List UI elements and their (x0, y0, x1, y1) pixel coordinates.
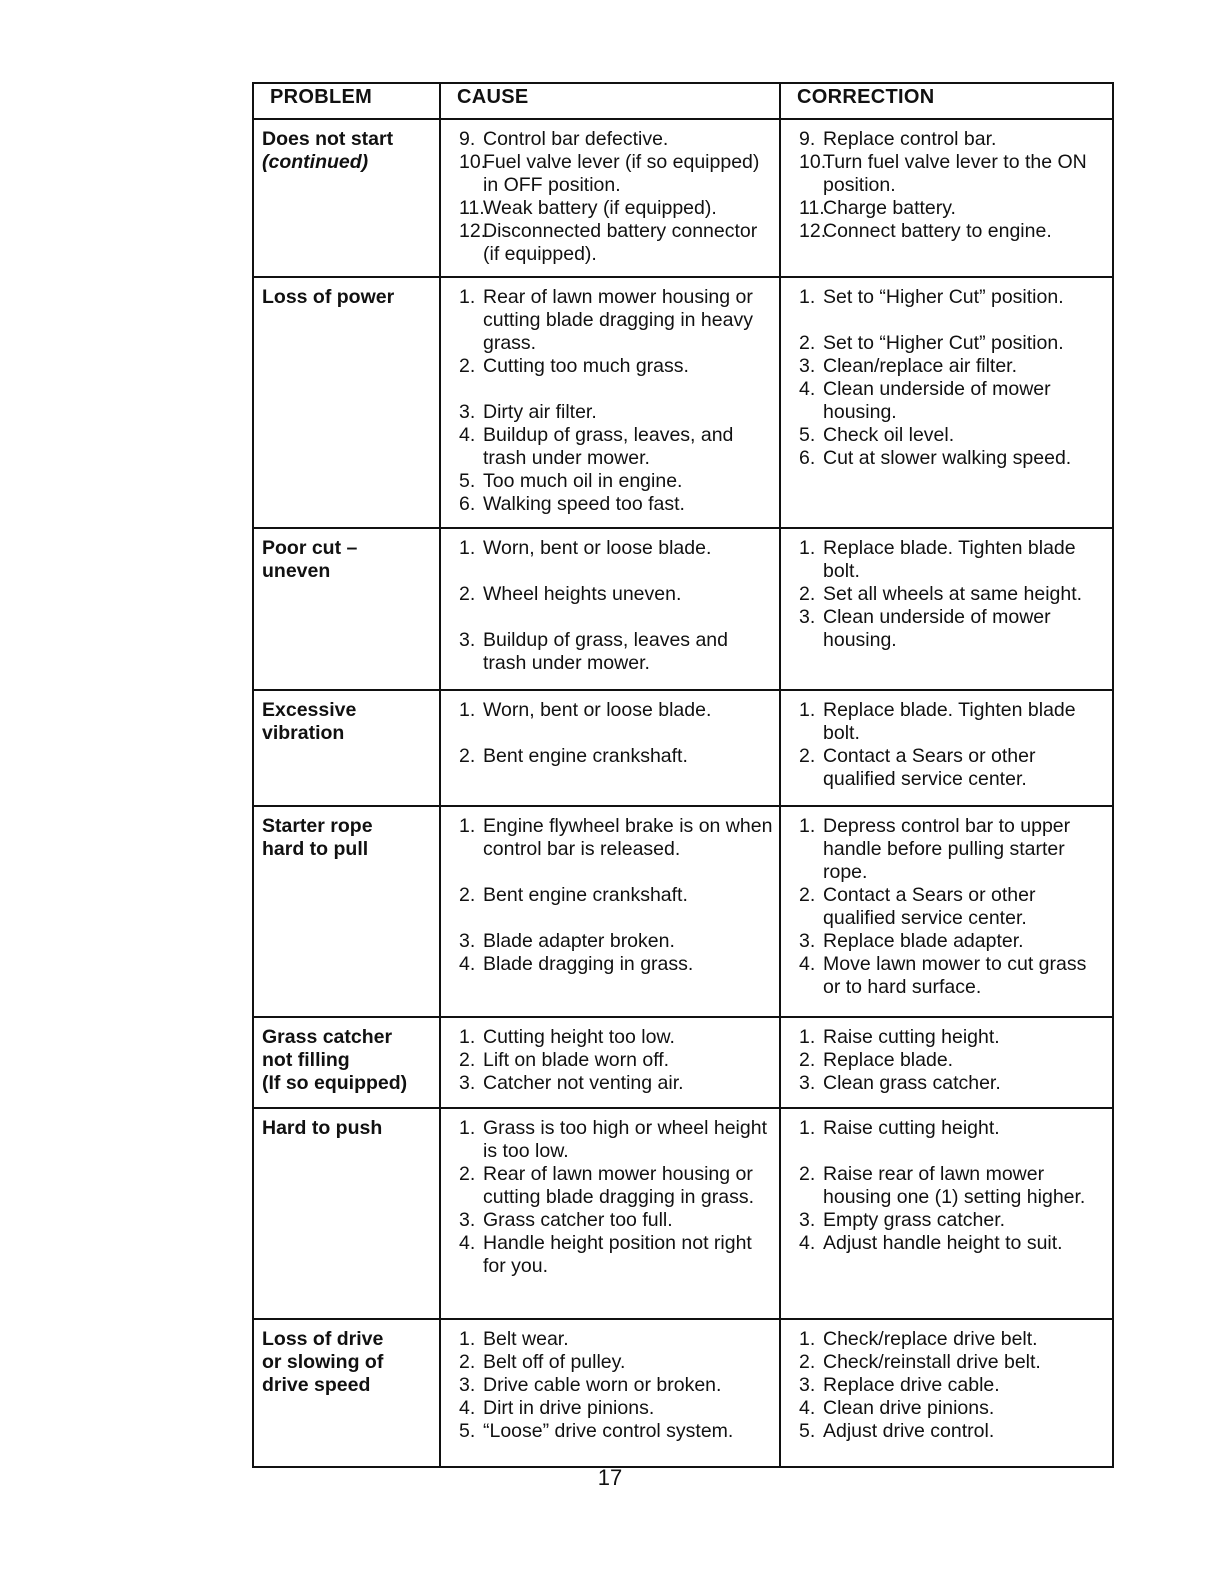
cause-number: 12. (459, 220, 487, 242)
cause-item (449, 537, 775, 560)
correction-number: 1. (799, 1117, 816, 1139)
cause-text: Cutting too much grass. (483, 355, 689, 377)
correction-text: Set to “Higher Cut” position. (823, 332, 1064, 354)
correction-number: 5. (799, 1420, 816, 1442)
cause-text: Catcher not venting air. (483, 1072, 684, 1094)
cause-text: Belt wear. (483, 1328, 569, 1350)
correction-item (789, 953, 1108, 999)
cause-item (449, 953, 775, 976)
cause-item (449, 1049, 775, 1072)
problem-label: (If so equipped) (262, 1072, 408, 1094)
correction-cell (780, 277, 1113, 528)
cause-number: 3. (459, 1072, 476, 1094)
cause-text: Cutting height too low. (483, 1026, 675, 1048)
cause-item (449, 815, 775, 861)
table-row (253, 806, 1113, 1017)
cause-list (449, 815, 775, 976)
cause-item (449, 699, 775, 722)
cause-number: 2. (459, 1351, 476, 1373)
cause-cell (440, 119, 780, 277)
cause-cell (440, 1108, 780, 1319)
cause-item (449, 1397, 775, 1420)
correction-item (789, 745, 1108, 791)
correction-number: 1. (799, 699, 816, 721)
correction-text: Charge battery. (823, 197, 956, 219)
correction-number: 5. (799, 424, 816, 446)
problem-label: Loss of power (262, 286, 395, 308)
problem-label: Grass catcher (262, 1026, 393, 1048)
cause-cell (440, 1017, 780, 1108)
correction-item (789, 537, 1108, 583)
cause-item (449, 745, 775, 768)
correction-number: 2. (799, 332, 816, 354)
cause-number: 1. (459, 699, 476, 721)
cause-text: Buildup of grass, leaves, and trash under mower. (483, 424, 734, 469)
cause-item (449, 1209, 775, 1232)
problem-note: (continued) (262, 151, 369, 173)
problem-label: Poor cut – (262, 537, 358, 559)
problem-label: Loss of drive (262, 1328, 384, 1350)
correction-text: Raise cutting height. (823, 1117, 1000, 1139)
correction-text: Raise rear of lawn mower housing one (1) setting higher. (823, 1163, 1086, 1208)
correction-text: Depress control bar to upper handle before pulling starter rope. (823, 815, 1071, 883)
problem-label: drive speed (262, 1374, 371, 1396)
cause-number: 3. (459, 629, 476, 651)
correction-number: 10. (799, 151, 827, 173)
cause-number: 4. (459, 1232, 476, 1254)
cause-item (449, 197, 775, 220)
problem-cell (253, 119, 440, 277)
cause-number: 1. (459, 1328, 476, 1350)
correction-item (789, 1163, 1108, 1209)
correction-item (789, 583, 1108, 606)
correction-list (789, 128, 1108, 243)
cause-item (449, 1026, 775, 1049)
cause-text: Too much oil in engine. (483, 470, 683, 492)
cause-text: Worn, bent or loose blade. (483, 537, 712, 559)
cause-column-header: CAUSE (440, 83, 780, 119)
cause-number: 4. (459, 1397, 476, 1419)
cause-number: 1. (459, 286, 476, 308)
correction-number: 2. (799, 583, 816, 605)
cause-number: 2. (459, 745, 476, 767)
problem-cell (253, 690, 440, 806)
problem-cell (253, 1017, 440, 1108)
correction-item (789, 1397, 1108, 1420)
correction-number: 3. (799, 606, 816, 628)
problem-label: or slowing of (262, 1351, 384, 1373)
table-body (253, 119, 1113, 1467)
correction-item (789, 1049, 1108, 1072)
correction-list (789, 1328, 1108, 1443)
problem-label: Does not start (262, 128, 394, 150)
cause-item (449, 930, 775, 953)
cause-item (449, 1232, 775, 1278)
correction-number: 2. (799, 745, 816, 767)
correction-text: Adjust handle height to suit. (823, 1232, 1063, 1254)
correction-item (789, 1328, 1108, 1351)
correction-item (789, 884, 1108, 930)
correction-text: Replace control bar. (823, 128, 997, 150)
correction-text: Contact a Sears or other qualified service center. (823, 884, 1036, 929)
table-row (253, 528, 1113, 690)
correction-cell (780, 690, 1113, 806)
correction-text: Contact a Sears or other qualified service center. (823, 745, 1036, 790)
cause-text: Dirty air filter. (483, 401, 597, 423)
cause-cell (440, 528, 780, 690)
cause-number: 2. (459, 583, 476, 605)
correction-text: Replace blade adapter. (823, 930, 1024, 952)
cause-item (449, 884, 775, 907)
correction-number: 2. (799, 1049, 816, 1071)
problem-cell (253, 806, 440, 1017)
correction-item (789, 1117, 1108, 1140)
correction-item (789, 378, 1108, 424)
table-row (253, 1319, 1113, 1467)
cause-number: 2. (459, 355, 476, 377)
correction-item (789, 699, 1108, 745)
problem-cell (253, 1108, 440, 1319)
problem-label: uneven (262, 560, 331, 582)
cause-item (449, 151, 775, 197)
problem-cell (253, 277, 440, 528)
troubleshooting-table (252, 82, 1114, 1468)
correction-item (789, 151, 1108, 197)
correction-number: 9. (799, 128, 816, 150)
cause-item (449, 629, 775, 675)
correction-item (789, 1209, 1108, 1232)
correction-number: 3. (799, 355, 816, 377)
correction-item (789, 197, 1108, 220)
problem-label: Hard to push (262, 1117, 383, 1139)
correction-number: 12. (799, 220, 827, 242)
correction-text: Replace blade. Tighten blade bolt. (823, 537, 1076, 582)
problem-label: vibration (262, 722, 345, 744)
cause-cell (440, 277, 780, 528)
correction-item (789, 815, 1108, 884)
correction-item (789, 1072, 1108, 1095)
problem-label: Starter rope (262, 815, 373, 837)
cause-text: Rear of lawn mower housing or cutting blade dragging in heavy grass. (483, 286, 753, 354)
cause-number: 3. (459, 1209, 476, 1231)
correction-text: Replace drive cable. (823, 1374, 1000, 1396)
problem-cell (253, 528, 440, 690)
cause-text: Handle height position not right for you. (483, 1232, 752, 1277)
problem-column-header: PROBLEM (253, 83, 440, 119)
cause-list (449, 537, 775, 675)
correction-item (789, 332, 1108, 355)
cause-item (449, 355, 775, 378)
problem-label: not filling (262, 1049, 350, 1071)
correction-list (789, 537, 1108, 652)
cause-text: Blade dragging in grass. (483, 953, 694, 975)
cause-number: 1. (459, 1026, 476, 1048)
correction-text: Check/reinstall drive belt. (823, 1351, 1041, 1373)
correction-text: Empty grass catcher. (823, 1209, 1006, 1231)
cause-text: Weak battery (if equipped). (483, 197, 717, 219)
cause-number: 3. (459, 930, 476, 952)
cause-text: Walking speed too fast. (483, 493, 685, 515)
problem-label: hard to pull (262, 838, 369, 860)
correction-number: 1. (799, 1026, 816, 1048)
cause-number: 1. (459, 537, 476, 559)
correction-cell (780, 806, 1113, 1017)
correction-item (789, 1351, 1108, 1374)
cause-item (449, 583, 775, 606)
cause-item (449, 1328, 775, 1351)
correction-number: 3. (799, 1209, 816, 1231)
cause-list (449, 1026, 775, 1095)
cause-text: Worn, bent or loose blade. (483, 699, 712, 721)
cause-number: 5. (459, 1420, 476, 1442)
correction-text: Clean/replace air filter. (823, 355, 1018, 377)
cause-list (449, 1328, 775, 1443)
correction-text: Set to “Higher Cut” position. (823, 286, 1064, 308)
cause-item (449, 424, 775, 470)
correction-cell (780, 119, 1113, 277)
cause-item (449, 1420, 775, 1443)
cause-list (449, 699, 775, 768)
cause-text: Engine flywheel brake is on when control bar is released. (483, 815, 773, 860)
cause-text: Rear of lawn mower housing or cutting blade dragging in grass. (483, 1163, 755, 1208)
correction-cell (780, 528, 1113, 690)
cause-item (449, 1351, 775, 1374)
correction-item (789, 355, 1108, 378)
cause-number: 2. (459, 1163, 476, 1185)
correction-text: Check/replace drive belt. (823, 1328, 1038, 1350)
cause-text: Grass is too high or wheel height is too low. (483, 1117, 767, 1162)
cause-item (449, 1117, 775, 1163)
correction-number: 3. (799, 930, 816, 952)
cause-number: 4. (459, 953, 476, 975)
correction-number: 1. (799, 286, 816, 308)
cause-item (449, 493, 775, 516)
cause-number: 3. (459, 1374, 476, 1396)
correction-text: Clean underside of mower housing. (823, 378, 1051, 423)
cause-number: 9. (459, 128, 476, 150)
correction-list (789, 699, 1108, 791)
correction-item (789, 1374, 1108, 1397)
cause-text: Disconnected battery connector (if equipped). (483, 220, 758, 265)
page-number: 17 (597, 1465, 623, 1490)
cause-item (449, 401, 775, 424)
cause-item (449, 220, 775, 266)
correction-number: 2. (799, 1163, 816, 1185)
correction-text: Replace blade. Tighten blade bolt. (823, 699, 1076, 744)
correction-text: Clean underside of mower housing. (823, 606, 1051, 651)
correction-cell (780, 1108, 1113, 1319)
cause-number: 1. (459, 1117, 476, 1139)
cause-list (449, 1117, 775, 1278)
table-row (253, 1108, 1113, 1319)
cause-item (449, 1072, 775, 1095)
correction-number: 6. (799, 447, 816, 469)
correction-text: Adjust drive control. (823, 1420, 995, 1442)
correction-number: 11. (799, 197, 825, 219)
cause-text: Control bar defective. (483, 128, 669, 150)
cause-item (449, 470, 775, 493)
cause-text: Lift on blade worn off. (483, 1049, 670, 1071)
correction-number: 4. (799, 378, 816, 400)
cause-number: 2. (459, 1049, 476, 1071)
correction-text: Connect battery to engine. (823, 220, 1052, 242)
correction-text: Clean grass catcher. (823, 1072, 1001, 1094)
correction-item (789, 1420, 1108, 1443)
cause-number: 3. (459, 401, 476, 423)
correction-column-header: CORRECTION (780, 83, 1113, 119)
cause-text: Bent engine crankshaft. (483, 884, 688, 906)
correction-item (789, 286, 1108, 309)
correction-item (789, 606, 1108, 652)
cause-text: Drive cable worn or broken. (483, 1374, 722, 1396)
correction-item (789, 930, 1108, 953)
cause-item (449, 128, 775, 151)
cause-number: 11. (459, 197, 485, 219)
correction-list (789, 286, 1108, 470)
cause-text: Belt off of pulley. (483, 1351, 626, 1373)
correction-item (789, 447, 1108, 470)
cause-number: 5. (459, 470, 476, 492)
correction-text: Replace blade. (823, 1049, 954, 1071)
correction-list (789, 815, 1108, 999)
cause-item (449, 286, 775, 355)
correction-list (789, 1026, 1108, 1095)
cause-text: Blade adapter broken. (483, 930, 675, 952)
correction-number: 1. (799, 537, 816, 559)
cause-text: Dirt in drive pinions. (483, 1397, 655, 1419)
correction-item (789, 1026, 1108, 1049)
cause-text: Grass catcher too full. (483, 1209, 673, 1231)
cause-text: “Loose” drive control system. (483, 1420, 734, 1442)
cause-text: Fuel valve lever (if so equipped) in OFF position. (483, 151, 760, 196)
correction-number: 2. (799, 1351, 816, 1373)
table-header-row (253, 83, 1113, 119)
correction-number: 4. (799, 1232, 816, 1254)
correction-number: 3. (799, 1374, 816, 1396)
problem-label: Excessive (262, 699, 357, 721)
table-row (253, 277, 1113, 528)
cause-number: 2. (459, 884, 476, 906)
cause-number: 1. (459, 815, 476, 837)
cause-list (449, 128, 775, 266)
correction-number: 2. (799, 884, 816, 906)
correction-item (789, 1232, 1108, 1255)
cause-item (449, 1374, 775, 1397)
correction-text: Check oil level. (823, 424, 955, 446)
correction-item (789, 220, 1108, 243)
cause-text: Buildup of grass, leaves and trash under mower. (483, 629, 728, 674)
correction-text: Turn fuel valve lever to the ON position. (823, 151, 1087, 196)
cause-number: 6. (459, 493, 476, 515)
problem-cell (253, 1319, 440, 1467)
table-row (253, 1017, 1113, 1108)
correction-text: Set all wheels at same height. (823, 583, 1083, 605)
correction-text: Move lawn mower to cut grass or to hard surface. (823, 953, 1087, 998)
correction-number: 3. (799, 1072, 816, 1094)
cause-list (449, 286, 775, 516)
cause-cell (440, 806, 780, 1017)
correction-text: Cut at slower walking speed. (823, 447, 1072, 469)
correction-number: 1. (799, 1328, 816, 1350)
correction-cell (780, 1017, 1113, 1108)
correction-number: 1. (799, 815, 816, 837)
correction-list (789, 1117, 1108, 1255)
correction-text: Clean drive pinions. (823, 1397, 995, 1419)
cause-text: Bent engine crankshaft. (483, 745, 688, 767)
cause-text: Wheel heights uneven. (483, 583, 682, 605)
cause-cell (440, 690, 780, 806)
correction-text: Raise cutting height. (823, 1026, 1000, 1048)
correction-item (789, 424, 1108, 447)
table-row (253, 119, 1113, 277)
cause-cell (440, 1319, 780, 1467)
cause-number: 4. (459, 424, 476, 446)
correction-number: 4. (799, 1397, 816, 1419)
correction-number: 4. (799, 953, 816, 975)
cause-item (449, 1163, 775, 1209)
correction-cell (780, 1319, 1113, 1467)
correction-item (789, 128, 1108, 151)
table-row (253, 690, 1113, 806)
cause-number: 10. (459, 151, 487, 173)
